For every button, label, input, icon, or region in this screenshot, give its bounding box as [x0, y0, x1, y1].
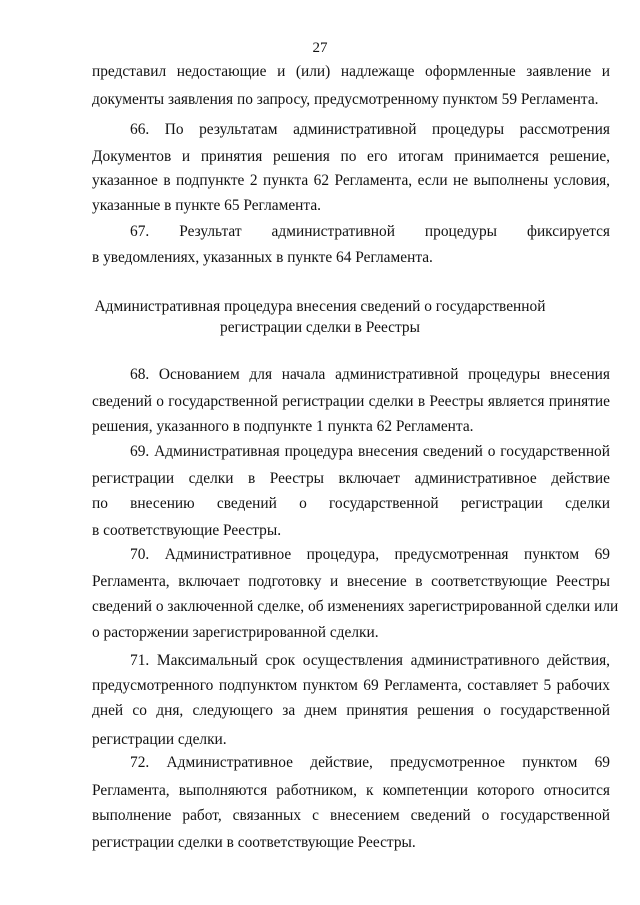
section-heading-line: Административная процедура внесения сведений о государственной	[94, 298, 546, 315]
section-heading-line: регистрации сделки в Реестры	[220, 319, 420, 336]
text-line: представил недостающие и (или) надлежаще оформленные заявление и	[92, 63, 610, 80]
text-line: 66. По результатам административной процедуры рассмотрения	[130, 121, 610, 138]
text-line: решения, указанного в подпункте 1 пункта 62 Регламента.	[92, 418, 474, 435]
text-line: 68. Основанием для начала административной процедуры внесения	[130, 366, 610, 383]
text-line: по внесению сведений о государственной регистрации сделки	[92, 495, 610, 512]
text-line: документы заявления по запросу, предусмотренному пунктом 59 Регламента.	[92, 91, 599, 108]
text-line: регистрации сделки в Реестры включает административное действие	[92, 470, 610, 487]
text-line: сведений о заключенной сделке, об изменениях зарегистрированной сделки или	[92, 598, 619, 615]
text-line: выполнение работ, связанных с внесением сведений о государственной	[92, 807, 610, 824]
text-line: 72. Административное действие, предусмотренное пунктом 69	[130, 754, 610, 771]
text-line: 67. Результат административной процедуры фиксируется	[130, 223, 610, 240]
text-line: предусмотренного подпунктом пунктом 69 Регламента, составляет 5 рабочих	[92, 677, 610, 694]
page-number: 27	[312, 40, 328, 56]
text-line: указанные в пункте 65 Регламента.	[92, 197, 322, 214]
text-line: Регламента, включает подготовку и внесение в соответствующие Реестры	[92, 573, 610, 590]
text-line: указанное в подпункте 2 пункта 62 Регламента, если не выполнены условия,	[92, 172, 610, 189]
text-line: о расторжении зарегистрированной сделки.	[92, 624, 379, 641]
text-line: Документов и принятия решения по его итогам принимается решение,	[92, 148, 610, 165]
text-line: сведений о государственной регистрации сделки в Реестры является принятие	[92, 393, 610, 410]
text-line: регистрации сделки в соответствующие Реестры.	[92, 834, 416, 851]
text-line: 71. Максимальный срок осуществления административного действия,	[130, 652, 610, 669]
text-line: 69. Административная процедура внесения сведений о государственной	[130, 443, 610, 460]
text-line: в соответствующие Реестры.	[92, 522, 282, 539]
text-line: Регламента, выполняются работником, к компетенции которого относится	[92, 782, 610, 799]
text-line: в уведомлениях, указанных в пункте 64 Регламента.	[92, 249, 433, 266]
text-line: регистрации сделки.	[92, 731, 227, 748]
text-line: дней со дня, следующего за днем принятия решения о государственной	[92, 702, 610, 719]
text-line: 70. Административное процедура, предусмотренная пунктом 69	[130, 546, 610, 563]
